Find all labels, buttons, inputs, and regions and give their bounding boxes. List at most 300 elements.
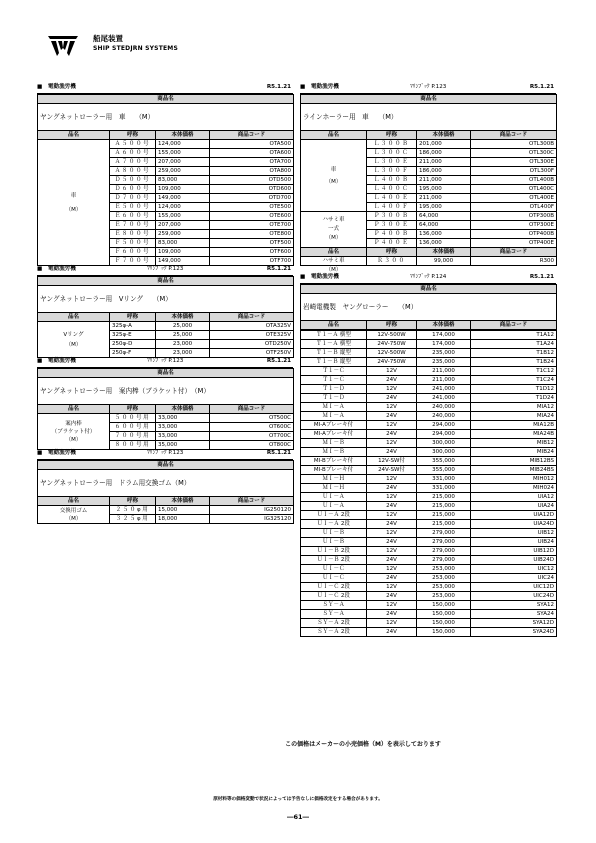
- price-cell: 207,000: [156, 158, 210, 167]
- product-table: [37, 460, 294, 524]
- designation-cell: Ｒ３００: [367, 257, 417, 266]
- code-cell: UIC12: [471, 565, 557, 574]
- designation-cell: ７００号用: [110, 432, 156, 441]
- category-label: ■ 電動漁労機: [300, 84, 339, 90]
- item-name-line: ハサミ車: [322, 217, 345, 223]
- code-cell: OTA800: [210, 167, 294, 176]
- designation-cell: Ａ６００号: [110, 149, 156, 158]
- code-cell: OTF600: [210, 248, 294, 257]
- item-name-line: （M）: [65, 515, 82, 522]
- col-header-code: 商品コード: [471, 131, 557, 140]
- col-header-code: 商品コード: [210, 313, 294, 322]
- spec-cell: 12V: [367, 583, 417, 592]
- model-cell: ＵＩ－Ａ 2段: [301, 511, 367, 520]
- code-cell: UIA12: [471, 493, 557, 502]
- category-label: ■ 電動漁労機: [37, 84, 76, 90]
- price-cell: 35,000: [156, 441, 210, 450]
- table-row: [301, 457, 557, 466]
- col-header-price: 本体価格: [156, 131, 210, 140]
- model-cell: ＭＩ－Ｂ: [301, 448, 367, 457]
- item-name-cell: （M）: [325, 267, 342, 273]
- item-name-cell: [38, 414, 110, 450]
- section-line-hauler-wheel: [300, 84, 556, 274]
- col-header-code: 商品コード: [210, 405, 294, 414]
- designation-cell: Ｄ７００号: [110, 194, 156, 203]
- category-label: ■ 電動漁労機: [37, 450, 76, 456]
- code-cell: T1A12: [471, 331, 557, 340]
- model-cell: ＵＩ－Ｂ: [301, 529, 367, 538]
- section-header: [37, 450, 293, 460]
- model-cell: MI-Aブレーキ付: [301, 430, 367, 439]
- price-cell: 294,000: [417, 430, 471, 439]
- code-cell: UIC12D: [471, 583, 557, 592]
- code-cell: MIA24B: [471, 430, 557, 439]
- item-name-line: （M）: [65, 436, 82, 443]
- product-name-header: 商品名: [38, 95, 294, 104]
- section-header: [300, 274, 556, 284]
- price-cell: 186,000: [417, 149, 471, 158]
- designation-cell: Ｅ６００号: [110, 212, 156, 221]
- product-title: ヤングネットローラー用 案内棒（ブラケット付） （M）: [38, 378, 294, 405]
- model-cell: ＵＩ－Ｃ: [301, 574, 367, 583]
- price-cell: 279,000: [417, 529, 471, 538]
- empty-cell: [367, 266, 417, 275]
- model-cell: ＭＩ－Ｈ: [301, 475, 367, 484]
- section-header: [37, 358, 293, 368]
- designation-cell: Ｅ８００号: [110, 230, 156, 239]
- designation-cell: Ｌ４００Ｂ: [367, 176, 417, 185]
- item-name-line: （M）: [65, 341, 82, 348]
- price-cell: 23,000: [156, 349, 210, 358]
- code-cell: T1D24: [471, 394, 557, 403]
- table-row: [301, 421, 557, 430]
- code-cell: MIA12: [471, 403, 557, 412]
- code-cell: UIA24: [471, 502, 557, 511]
- price-cell: 294,000: [417, 421, 471, 430]
- code-cell: OTL300F: [471, 167, 557, 176]
- item-name-line: （M）: [65, 206, 82, 213]
- table-row: [301, 439, 557, 448]
- price-cell: 23,000: [156, 340, 210, 349]
- model-cell: ＵＩ－Ｂ 2段: [301, 547, 367, 556]
- price-cell: 155,000: [156, 149, 210, 158]
- category-label: ■ 電動漁労機: [37, 266, 76, 272]
- price-cell: 211,000: [417, 367, 471, 376]
- code-cell: OT800C: [210, 441, 294, 450]
- spec-cell: 12V: [367, 565, 417, 574]
- designation-cell: ６００号用: [110, 423, 156, 432]
- table-row: [301, 257, 557, 266]
- spec-cell: 24V-750W: [367, 358, 417, 367]
- spec-cell: 24V: [367, 430, 417, 439]
- spec-cell: 24V: [367, 394, 417, 403]
- marine-book-ref: ﾏﾘﾝﾌﾞｯｸ P.123: [410, 84, 447, 90]
- price-cell: 83,000: [156, 176, 210, 185]
- designation-cell: Ｄ６００号: [110, 185, 156, 194]
- code-cell: MIB24BS: [471, 466, 557, 475]
- code-cell: OTL400B: [471, 176, 557, 185]
- col-header-designation: 呼称: [110, 405, 156, 414]
- code-cell: MIB12BS: [471, 457, 557, 466]
- code-cell: T1C24: [471, 376, 557, 385]
- price-cell: 211,000: [417, 376, 471, 385]
- date-label: R5.1.21: [266, 84, 291, 90]
- table-row: [301, 385, 557, 394]
- section-young-net-roller-guide-bar: [37, 358, 293, 450]
- model-cell: ＵＩ－Ｃ: [301, 565, 367, 574]
- price-cell: 259,000: [156, 230, 210, 239]
- item-name-line: Vリング: [63, 331, 84, 338]
- spec-cell: 12V: [367, 439, 417, 448]
- code-cell: OTP400B: [471, 230, 557, 239]
- price-cell: 355,000: [417, 466, 471, 475]
- product-name-header: 商品名: [38, 369, 294, 378]
- spec-cell: 24V: [367, 592, 417, 601]
- table-row: [301, 502, 557, 511]
- category-label: ■ 電動漁労機: [300, 274, 339, 280]
- spec-cell: 24V-750W: [367, 340, 417, 349]
- table-row: [301, 529, 557, 538]
- table-row: [301, 493, 557, 502]
- spec-cell: 12V: [367, 385, 417, 394]
- price-note: この価格はメーカーの小売価格（M）を表示しております: [285, 741, 441, 748]
- price-cell: 136,000: [417, 239, 471, 248]
- table-row: [38, 322, 294, 331]
- product-table: [300, 94, 557, 274]
- code-cell: T1B12: [471, 349, 557, 358]
- col-header-item: 品名: [301, 131, 367, 140]
- left-column: [37, 84, 293, 524]
- designation-cell: Ａ７００号: [110, 158, 156, 167]
- code-cell: SYA24: [471, 610, 557, 619]
- price-cell: 150,000: [417, 601, 471, 610]
- code-cell: OTL400C: [471, 185, 557, 194]
- price-cell: 211,000: [417, 176, 471, 185]
- model-cell: ＵＩ－Ａ 2段: [301, 520, 367, 529]
- model-cell: ＭＩ－Ａ: [301, 403, 367, 412]
- table-row: [301, 266, 557, 275]
- code-cell: OTL300E: [471, 158, 557, 167]
- col-header-code: 商品コード: [471, 248, 557, 257]
- designation-cell: Ｆ７００号: [110, 257, 156, 266]
- section-header: [300, 84, 556, 94]
- table-row: [301, 520, 557, 529]
- table-row: [301, 403, 557, 412]
- model-cell: MI-Aブレーキ付: [301, 421, 367, 430]
- model-cell: Ｔ１－Ｂ 縦型: [301, 349, 367, 358]
- item-name-line: 一式: [327, 226, 339, 232]
- code-cell: SYA12: [471, 601, 557, 610]
- col-header-code: 商品コード: [210, 497, 294, 506]
- designation-cell: Ｆ５００号: [110, 239, 156, 248]
- table-row: [301, 430, 557, 439]
- designation-cell: ８００号用: [110, 441, 156, 450]
- col-header-item: 品名: [301, 248, 367, 257]
- code-cell: UIC24: [471, 574, 557, 583]
- code-cell: T1B24: [471, 358, 557, 367]
- price-cell: 211,000: [417, 194, 471, 203]
- col-header-item: 品名: [301, 321, 367, 330]
- price-cell: 207,000: [156, 221, 210, 230]
- price-cell: 215,000: [417, 511, 471, 520]
- code-cell: R300: [471, 257, 557, 266]
- product-table: [37, 94, 294, 266]
- item-name-line: （M）: [325, 235, 342, 241]
- code-cell: T1C12: [471, 367, 557, 376]
- col-header-item: 品名: [38, 131, 110, 140]
- table-row: [301, 412, 557, 421]
- price-cell: 253,000: [417, 592, 471, 601]
- table-row: [301, 628, 557, 637]
- section-header: [37, 266, 293, 276]
- price-cell: 211,000: [417, 158, 471, 167]
- item-name-cell: [301, 140, 367, 212]
- item-name-cell: [38, 322, 110, 358]
- table-row: [301, 394, 557, 403]
- date-label: R5.1.21: [529, 84, 554, 90]
- table-row: [301, 367, 557, 376]
- designation-cell: ３２５φ用: [110, 515, 156, 524]
- product-table: [300, 284, 557, 330]
- col-header-price: 本体価格: [156, 497, 210, 506]
- price-cell: 25,000: [156, 331, 210, 340]
- col-header-item: 品名: [38, 313, 110, 322]
- price-cell: 331,000: [417, 475, 471, 484]
- code-cell: UIB24: [471, 538, 557, 547]
- code-cell: OTA700: [210, 158, 294, 167]
- designation-cell: 325φ-E: [110, 331, 156, 340]
- spec-cell: 24V: [367, 538, 417, 547]
- item-name-line: 案内棒: [65, 420, 82, 427]
- code-cell: OTL300C: [471, 149, 557, 158]
- model-cell: ＳＹ－Ａ 2段: [301, 619, 367, 628]
- table-row: [301, 565, 557, 574]
- col-header-designation: 呼称: [110, 497, 156, 506]
- empty-cell: [471, 266, 557, 275]
- page-number: ―61―: [286, 813, 310, 821]
- designation-cell: Ｅ７００号: [110, 221, 156, 230]
- section-young-net-roller-wheel: [37, 84, 293, 266]
- spec-cell: 12V: [367, 601, 417, 610]
- code-cell: OT500C: [210, 414, 294, 423]
- item-name-cell: [38, 506, 110, 524]
- table-row: [301, 448, 557, 457]
- code-cell: OTL400F: [471, 203, 557, 212]
- price-cell: 355,000: [417, 457, 471, 466]
- code-cell: UIC24D: [471, 592, 557, 601]
- price-cell: 109,000: [156, 248, 210, 257]
- date-label: R5.1.21: [266, 358, 291, 364]
- designation-cell: 325φ-A: [110, 322, 156, 331]
- spec-cell: 12V: [367, 475, 417, 484]
- product-name-header: 商品名: [301, 285, 557, 294]
- item-name-cell: [301, 212, 367, 248]
- code-cell: OTD700: [210, 194, 294, 203]
- table-row: [301, 511, 557, 520]
- table-row: [301, 376, 557, 385]
- code-cell: OTE600: [210, 212, 294, 221]
- model-cell: ＵＩ－Ａ: [301, 502, 367, 511]
- table-row: [301, 466, 557, 475]
- model-cell: Ｔ１－Ｃ: [301, 367, 367, 376]
- col-header-designation: 呼称: [367, 248, 417, 257]
- model-cell: Ｔ１－Ａ 横型: [301, 340, 367, 349]
- item-name-line: （M）: [325, 178, 342, 185]
- col-header-code: 商品コード: [210, 131, 294, 140]
- spec-cell: 24V: [367, 574, 417, 583]
- table-row: [301, 475, 557, 484]
- price-cell: 241,000: [417, 385, 471, 394]
- spec-cell: 24V-SW付: [367, 466, 417, 475]
- table-row: [301, 538, 557, 547]
- designation-cell: Ｌ３００Ｆ: [367, 167, 417, 176]
- price-cell: 33,000: [156, 414, 210, 423]
- spec-cell: 12V: [367, 403, 417, 412]
- code-cell: OTA325V: [210, 322, 294, 331]
- price-cell: 279,000: [417, 556, 471, 565]
- product-title: 岩崎電機製 ヤングローラー （M）: [301, 294, 557, 321]
- price-cell: 64,000: [417, 221, 471, 230]
- code-cell: OT600C: [210, 423, 294, 432]
- spec-cell: 24V: [367, 502, 417, 511]
- spec-cell: 24V: [367, 628, 417, 637]
- code-cell: UIA24D: [471, 520, 557, 529]
- table-row: [301, 358, 557, 367]
- price-cell: 235,000: [417, 358, 471, 367]
- spec-cell: 12V-500W: [367, 331, 417, 340]
- designation-cell: Ｐ３００Ｂ: [367, 212, 417, 221]
- price-cell: 25,000: [156, 322, 210, 331]
- col-header-designation: 呼称: [367, 131, 417, 140]
- spec-cell: 24V: [367, 520, 417, 529]
- code-cell: OTL300B: [471, 140, 557, 149]
- price-cell: 18,000: [156, 515, 210, 524]
- designation-cell: Ｌ４００Ｃ: [367, 185, 417, 194]
- table-row: [301, 619, 557, 628]
- price-cell: 15,000: [156, 506, 210, 515]
- code-cell: T1D12: [471, 385, 557, 394]
- code-cell: MIH012: [471, 475, 557, 484]
- marine-book-ref: ﾏﾘﾝﾌﾞｯｸ P.123: [147, 358, 184, 364]
- designation-cell: ２５０φ用: [110, 506, 156, 515]
- spec-cell: 24V: [367, 556, 417, 565]
- price-cell: 235,000: [417, 349, 471, 358]
- product-table: [37, 368, 294, 450]
- code-cell: OT700C: [210, 432, 294, 441]
- price-cell: 99,000: [417, 257, 471, 266]
- marine-book-ref: ﾏﾘﾝﾌﾞｯｸ P.123: [147, 450, 184, 456]
- price-cell: 174,000: [417, 331, 471, 340]
- code-cell: OTP300E: [471, 221, 557, 230]
- designation-cell: Ｄ５００号: [110, 176, 156, 185]
- iwasaki-rows-table: [300, 330, 557, 637]
- designation-cell: Ａ８００号: [110, 167, 156, 176]
- code-cell: UIB12: [471, 529, 557, 538]
- col-header-item: 品名: [38, 497, 110, 506]
- spec-cell: 12V: [367, 493, 417, 502]
- table-row: [38, 414, 294, 423]
- product-name-header: 商品名: [301, 95, 557, 104]
- designation-cell: Ｐ４００Ｂ: [367, 230, 417, 239]
- col-header-price: 本体価格: [156, 405, 210, 414]
- designation-cell: 250φ-D: [110, 340, 156, 349]
- product-name-header: 商品名: [38, 461, 294, 470]
- code-cell: IG325120: [210, 515, 294, 524]
- model-cell: ＳＹ－Ａ 2段: [301, 628, 367, 637]
- date-label: R5.1.21: [266, 450, 291, 456]
- table-row: [301, 331, 557, 340]
- code-cell: OTD500: [210, 176, 294, 185]
- marine-book-ref: ﾏﾘﾝﾌﾞｯｸ P.123: [147, 266, 184, 272]
- code-cell: MIB24: [471, 448, 557, 457]
- col-header-code: 商品コード: [471, 321, 557, 330]
- price-cell: 33,000: [156, 423, 210, 432]
- right-column: [300, 84, 556, 637]
- designation-cell: Ｌ４００Ｅ: [367, 194, 417, 203]
- table-row: [38, 506, 294, 515]
- price-cell: 83,000: [156, 239, 210, 248]
- price-cell: 155,000: [156, 212, 210, 221]
- price-cell: 186,000: [417, 167, 471, 176]
- price-cell: 136,000: [417, 230, 471, 239]
- table-row: [301, 610, 557, 619]
- code-cell: OTF250V: [210, 349, 294, 358]
- price-cell: 149,000: [156, 257, 210, 266]
- price-cell: 253,000: [417, 574, 471, 583]
- code-cell: OTE325V: [210, 331, 294, 340]
- model-cell: ＵＩ－Ｃ 2段: [301, 592, 367, 601]
- model-cell: ＵＩ－Ｂ 2段: [301, 556, 367, 565]
- company-logo-icon: [48, 36, 78, 56]
- code-cell: SYA24D: [471, 628, 557, 637]
- spec-cell: 12V: [367, 547, 417, 556]
- table-row: [301, 484, 557, 493]
- price-cell: 150,000: [417, 628, 471, 637]
- product-title: ヤングネットローラー用 車 （M）: [38, 104, 294, 131]
- designation-cell: Ｆ６００号: [110, 248, 156, 257]
- price-cell: 150,000: [417, 610, 471, 619]
- price-cell: 240,000: [417, 412, 471, 421]
- designation-cell: 250φ-F: [110, 349, 156, 358]
- model-cell: ＳＹ－Ａ: [301, 601, 367, 610]
- model-cell: ＵＩ－Ｃ 2段: [301, 583, 367, 592]
- col-header-price: 本体価格: [417, 248, 471, 257]
- spec-cell: 12V: [367, 619, 417, 628]
- table-row: [38, 140, 294, 149]
- designation-cell: Ｐ４００Ｅ: [367, 239, 417, 248]
- price-cell: 215,000: [417, 493, 471, 502]
- empty-cell: [417, 266, 471, 275]
- spec-cell: 12V: [367, 529, 417, 538]
- code-cell: MIA12B: [471, 421, 557, 430]
- code-cell: UIB24D: [471, 556, 557, 565]
- table-row: [301, 556, 557, 565]
- code-cell: OTA500: [210, 140, 294, 149]
- code-cell: OTA600: [210, 149, 294, 158]
- code-cell: OTD250V: [210, 340, 294, 349]
- code-cell: OTE700: [210, 221, 294, 230]
- product-table: [37, 276, 294, 358]
- designation-cell: Ｐ３００Ｅ: [367, 221, 417, 230]
- code-cell: UIA12D: [471, 511, 557, 520]
- code-cell: MIA24: [471, 412, 557, 421]
- model-cell: ＭＩ－Ｂ: [301, 439, 367, 448]
- code-cell: OTF700: [210, 257, 294, 266]
- price-cell: 253,000: [417, 565, 471, 574]
- disclaimer: 原材料等の価格変動で状況によっては予告なしに価格改定をする場合があります。: [213, 797, 383, 802]
- price-cell: 279,000: [417, 547, 471, 556]
- table-row: [301, 212, 557, 221]
